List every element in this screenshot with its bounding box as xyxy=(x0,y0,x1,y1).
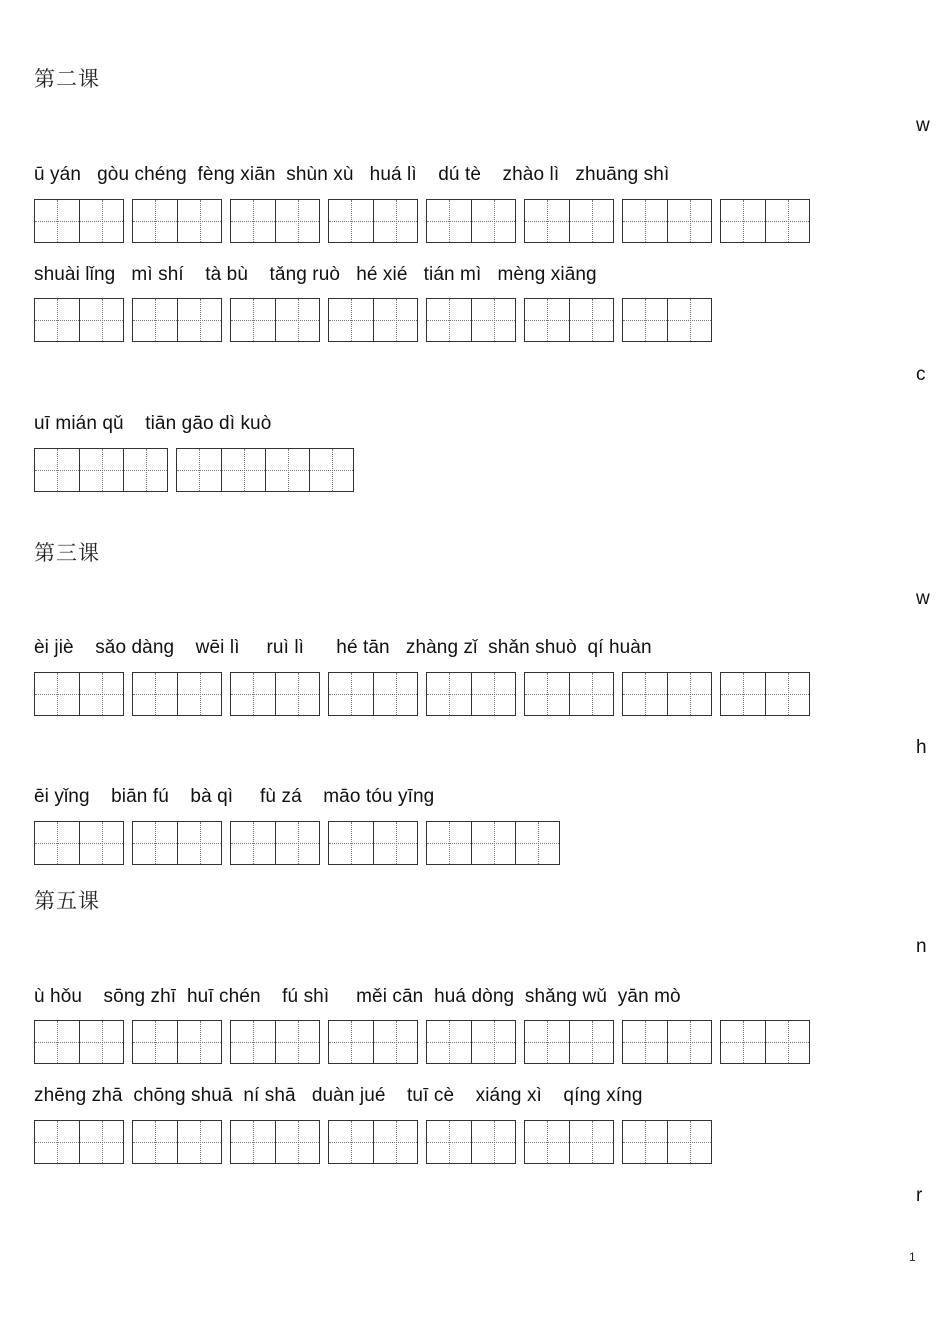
page-number: 1 xyxy=(909,1250,916,1264)
word-box[interactable] xyxy=(230,821,320,865)
character-cell[interactable] xyxy=(275,673,319,715)
character-cell[interactable] xyxy=(427,822,471,864)
character-cell[interactable] xyxy=(221,449,265,491)
word-box[interactable] xyxy=(132,821,222,865)
character-cell[interactable] xyxy=(275,1121,319,1163)
word-box[interactable] xyxy=(34,1020,124,1064)
character-cell[interactable] xyxy=(373,299,417,341)
word-box[interactable] xyxy=(176,448,354,492)
character-cell[interactable] xyxy=(427,1121,471,1163)
word-box[interactable] xyxy=(34,1120,124,1164)
character-cell[interactable] xyxy=(275,1021,319,1063)
character-cell[interactable] xyxy=(275,200,319,242)
word-box[interactable] xyxy=(426,672,516,716)
word-box[interactable] xyxy=(524,672,614,716)
pinyin-line: zhēng zhā chōng shuā ní shā duàn jué tuī cè xiáng xì qíng xíng xyxy=(34,1085,643,1106)
character-cell[interactable] xyxy=(373,1021,417,1063)
character-cell[interactable] xyxy=(35,299,79,341)
character-cell[interactable] xyxy=(309,449,353,491)
character-cell[interactable] xyxy=(79,200,123,242)
character-cell[interactable] xyxy=(35,200,79,242)
word-box[interactable] xyxy=(132,672,222,716)
word-box[interactable] xyxy=(328,1120,418,1164)
character-cell[interactable] xyxy=(35,449,79,491)
word-box[interactable] xyxy=(328,672,418,716)
word-box[interactable] xyxy=(132,199,222,243)
character-cell[interactable] xyxy=(177,822,221,864)
character-cell[interactable] xyxy=(427,200,471,242)
character-cell[interactable] xyxy=(177,1121,221,1163)
character-cell[interactable] xyxy=(525,1121,569,1163)
character-cell[interactable] xyxy=(525,1021,569,1063)
lesson-2-heading: 第二课 xyxy=(34,67,100,91)
word-box[interactable] xyxy=(524,1120,614,1164)
character-cell[interactable] xyxy=(231,673,275,715)
character-cell[interactable] xyxy=(177,200,221,242)
word-box[interactable] xyxy=(230,1120,320,1164)
character-cell[interactable] xyxy=(569,200,613,242)
character-cell[interactable] xyxy=(329,200,373,242)
character-cell[interactable] xyxy=(177,1021,221,1063)
word-box[interactable] xyxy=(34,199,124,243)
character-cell[interactable] xyxy=(623,200,667,242)
character-cell[interactable] xyxy=(329,822,373,864)
character-cell[interactable] xyxy=(721,200,765,242)
character-cell[interactable] xyxy=(79,449,123,491)
character-cell[interactable] xyxy=(623,299,667,341)
character-cell[interactable] xyxy=(177,673,221,715)
pinyin-line: ēi yǐng biān fú bà qì fù zá māo tóu yīng xyxy=(34,786,435,807)
character-cell[interactable] xyxy=(35,1021,79,1063)
word-box[interactable] xyxy=(132,298,222,342)
character-cell[interactable] xyxy=(329,1121,373,1163)
word-box[interactable] xyxy=(622,199,712,243)
margin-initial-w: w xyxy=(916,115,930,136)
word-box[interactable] xyxy=(720,672,810,716)
word-box[interactable] xyxy=(720,199,810,243)
word-box[interactable] xyxy=(720,1020,810,1064)
pinyin-line: èi jiè sǎo dàng wēi lì ruì lì hé tān zhàng zǐ shǎn shuò qí huàn xyxy=(34,637,652,658)
character-cell[interactable] xyxy=(721,673,765,715)
word-box[interactable] xyxy=(328,298,418,342)
word-box[interactable] xyxy=(230,298,320,342)
character-cell[interactable] xyxy=(275,822,319,864)
word-box[interactable] xyxy=(34,672,124,716)
word-box[interactable] xyxy=(524,298,614,342)
character-cell[interactable] xyxy=(373,673,417,715)
character-cell[interactable] xyxy=(177,299,221,341)
word-box[interactable] xyxy=(230,672,320,716)
word-box[interactable] xyxy=(230,199,320,243)
character-cell[interactable] xyxy=(667,1121,711,1163)
word-box[interactable] xyxy=(622,1120,712,1164)
word-box[interactable] xyxy=(34,298,124,342)
character-cell[interactable] xyxy=(623,1121,667,1163)
character-cell[interactable] xyxy=(765,200,809,242)
word-box[interactable] xyxy=(230,1020,320,1064)
character-cell[interactable] xyxy=(133,200,177,242)
character-cell[interactable] xyxy=(471,1121,515,1163)
word-box[interactable] xyxy=(34,821,124,865)
character-cell[interactable] xyxy=(515,822,559,864)
word-box[interactable] xyxy=(328,199,418,243)
character-cell[interactable] xyxy=(525,299,569,341)
pinyin-line: shuài lǐng mì shí tà bù tǎng ruò hé xié tián mì mèng xiāng xyxy=(34,264,597,285)
margin-initial-h: h xyxy=(916,737,927,758)
character-cell[interactable] xyxy=(35,673,79,715)
character-cell[interactable] xyxy=(177,449,221,491)
character-cell[interactable] xyxy=(133,822,177,864)
character-cell[interactable] xyxy=(427,673,471,715)
character-cell[interactable] xyxy=(623,1021,667,1063)
character-cell[interactable] xyxy=(329,299,373,341)
character-cell[interactable] xyxy=(231,200,275,242)
pinyin-line: uī mián qǔ tiān gāo dì kuò xyxy=(34,413,272,434)
character-cell[interactable] xyxy=(35,822,79,864)
character-cell[interactable] xyxy=(231,1021,275,1063)
character-cell[interactable] xyxy=(79,1021,123,1063)
word-box[interactable] xyxy=(426,1020,516,1064)
word-box[interactable] xyxy=(622,1020,712,1064)
character-cell[interactable] xyxy=(471,673,515,715)
character-cell[interactable] xyxy=(329,673,373,715)
margin-initial-r: r xyxy=(916,1185,923,1206)
character-cell[interactable] xyxy=(569,1021,613,1063)
word-box[interactable] xyxy=(426,298,516,342)
character-cell[interactable] xyxy=(79,299,123,341)
character-cell[interactable] xyxy=(329,1021,373,1063)
character-cell[interactable] xyxy=(471,200,515,242)
word-box[interactable] xyxy=(426,1120,516,1164)
margin-initial-c: c xyxy=(916,364,926,385)
character-cell[interactable] xyxy=(525,200,569,242)
lesson-3-heading: 第三课 xyxy=(34,541,100,565)
word-box[interactable] xyxy=(524,1020,614,1064)
word-box[interactable] xyxy=(328,821,418,865)
character-cell[interactable] xyxy=(275,299,319,341)
word-box[interactable] xyxy=(426,199,516,243)
character-cell[interactable] xyxy=(667,673,711,715)
lesson-5-heading: 第五课 xyxy=(34,889,100,913)
character-cell[interactable] xyxy=(721,1021,765,1063)
character-cell[interactable] xyxy=(133,1121,177,1163)
word-box[interactable] xyxy=(328,1020,418,1064)
pinyin-line: ū yán gòu chéng fèng xiān shùn xù huá lì dú tè zhào lì zhuāng shì xyxy=(34,164,670,185)
character-cell[interactable] xyxy=(373,200,417,242)
word-box[interactable] xyxy=(524,199,614,243)
character-cell[interactable] xyxy=(373,1121,417,1163)
margin-initial-w: w xyxy=(916,588,930,609)
character-cell[interactable] xyxy=(231,1121,275,1163)
character-cell[interactable] xyxy=(569,299,613,341)
word-box[interactable] xyxy=(622,672,712,716)
word-box[interactable] xyxy=(132,1020,222,1064)
character-cell[interactable] xyxy=(123,449,167,491)
character-cell[interactable] xyxy=(569,1121,613,1163)
character-cell[interactable] xyxy=(133,673,177,715)
margin-initial-n: n xyxy=(916,936,927,957)
character-cell[interactable] xyxy=(35,1121,79,1163)
character-cell[interactable] xyxy=(667,299,711,341)
character-cell[interactable] xyxy=(471,1021,515,1063)
character-cell[interactable] xyxy=(427,299,471,341)
character-cell[interactable] xyxy=(525,673,569,715)
character-cell[interactable] xyxy=(765,673,809,715)
word-box[interactable] xyxy=(426,821,560,865)
character-cell[interactable] xyxy=(471,299,515,341)
character-cell[interactable] xyxy=(471,822,515,864)
character-cell[interactable] xyxy=(79,1121,123,1163)
word-box[interactable] xyxy=(34,448,168,492)
character-cell[interactable] xyxy=(133,1021,177,1063)
word-box[interactable] xyxy=(622,298,712,342)
word-box[interactable] xyxy=(132,1120,222,1164)
character-cell[interactable] xyxy=(427,1021,471,1063)
character-cell[interactable] xyxy=(667,1021,711,1063)
character-cell[interactable] xyxy=(79,822,123,864)
pinyin-line: ù hǒu sōng zhī huī chén fú shì měi cān huá dòng shǎng wǔ yān mò xyxy=(34,986,681,1007)
character-cell[interactable] xyxy=(231,299,275,341)
character-cell[interactable] xyxy=(765,1021,809,1063)
character-cell[interactable] xyxy=(667,200,711,242)
character-cell[interactable] xyxy=(623,673,667,715)
character-cell[interactable] xyxy=(569,673,613,715)
character-cell[interactable] xyxy=(79,673,123,715)
character-cell[interactable] xyxy=(373,822,417,864)
character-cell[interactable] xyxy=(133,299,177,341)
character-cell[interactable] xyxy=(231,822,275,864)
character-cell[interactable] xyxy=(265,449,309,491)
